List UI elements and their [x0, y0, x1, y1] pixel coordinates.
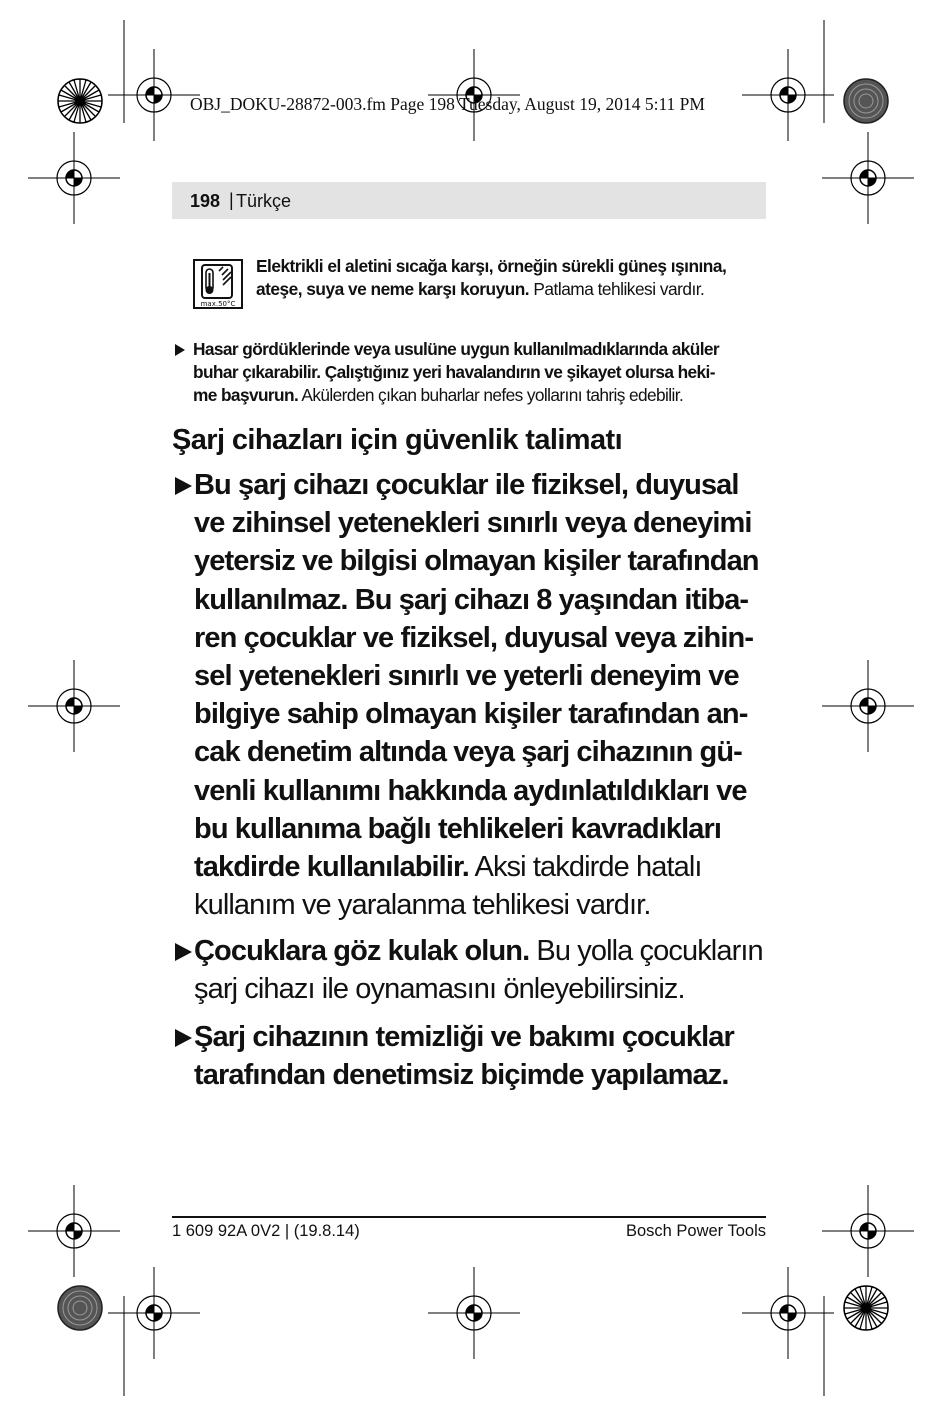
item1-line: yetersiz ve bilgisi olmayan kişiler tarafından	[194, 545, 759, 578]
bullet-triangle-icon	[175, 344, 185, 356]
item1-line: cak denetim altında veya şarj cihazının gü-	[194, 736, 742, 769]
item1-line: venli kullanımı hakkında aydınlatıldıkları ve	[194, 774, 747, 807]
item1-line11-normal: Aksi takdirde hatalı	[468, 851, 702, 884]
heat-warning-text	[256, 255, 776, 301]
vapor-warning-line2: buhar çıkarabilir. Çalıştığınız yeri havalandırın ve şikayet olursa heki-	[193, 362, 715, 382]
item1-line: ren çocuklar ve fiziksel, duyusal veya zihin-	[194, 621, 754, 654]
item2-bold: Çocuklara göz kulak olun.	[194, 935, 530, 967]
list-item	[172, 466, 759, 924]
item1-line11-bold: takdirde kullanılabilir.	[194, 851, 469, 884]
heat-icon-label: max.50°C	[200, 300, 236, 308]
item1-line: sel yetenekleri sınırlı ve yeterli deneyim ve	[194, 660, 739, 693]
item1-line: bilgiye sahip olmayan kişiler tarafından an-	[194, 698, 748, 731]
footer-brand: Bosch Power Tools	[625, 1222, 766, 1240]
item2-normal: Bu yolla çocukların	[529, 935, 763, 967]
item1-line: bu kullanıma bağlı tehlikeleri kavradıkları	[194, 812, 722, 845]
heat-warning-icon	[193, 259, 243, 309]
header-separator: |	[229, 190, 234, 210]
print-header: OBJ_DOKU-28872-003.fm Page 198 Tuesday, August 19, 2014 5:11 PM	[190, 94, 705, 114]
list-item	[172, 1018, 734, 1094]
footer-rule	[172, 1216, 766, 1218]
item1-line12: kullanım ve yaralanma tehlikesi vardır.	[194, 889, 651, 922]
bullet-triangle-icon	[175, 943, 192, 961]
language-label: Türkçe	[236, 191, 292, 211]
vapor-warning-line3-normal: Akülerden çıkan buharlar nefes yollarını tahriş edebilir.	[298, 385, 684, 405]
page-header-band	[172, 182, 766, 219]
section-title: Şarj cihazları için güvenlik talimatı	[172, 424, 623, 456]
heat-warning-line2-normal: Patlama tehlikesi vardır.	[529, 279, 705, 299]
item3-line1: Şarj cihazının temizliği ve bakımı çocuklar	[194, 1021, 734, 1053]
item1-line: Bu şarj cihazı çocuklar ile fiziksel, duyusal	[194, 469, 739, 501]
item1-line: kullanılmaz. Bu şarj cihazı 8 yaşından itiba-	[194, 583, 749, 616]
list-item	[172, 932, 763, 1008]
heat-warning-line1: Elektrikli el aletini sıcağa karşı, örneğin sürekli güneş ışınına,	[256, 256, 727, 276]
vapor-warning-item	[172, 338, 772, 407]
heat-warning-line2-bold: ateşe, suya ve neme karşı koruyun.	[256, 279, 530, 299]
item2-line2: şarj cihazı ile oynamasını önleyebilirsiniz.	[194, 973, 685, 1006]
page-number: 198	[190, 191, 221, 211]
vapor-warning-line3-bold: me başvurun.	[193, 385, 299, 405]
item1-line: ve zihinsel yetenekleri sınırlı veya deneyimi	[194, 507, 752, 540]
vapor-warning-line1: Hasar gördüklerinde veya usulüne uygun kullanılmadıklarında aküler	[193, 339, 720, 359]
footer-doc-number: 1 609 92A 0V2 | (19.8.14)	[172, 1222, 360, 1240]
item3-line2: tarafından denetimsiz biçimde yapılamaz.	[194, 1059, 729, 1092]
bullet-triangle-icon	[175, 477, 192, 495]
bullet-triangle-icon	[175, 1029, 192, 1047]
